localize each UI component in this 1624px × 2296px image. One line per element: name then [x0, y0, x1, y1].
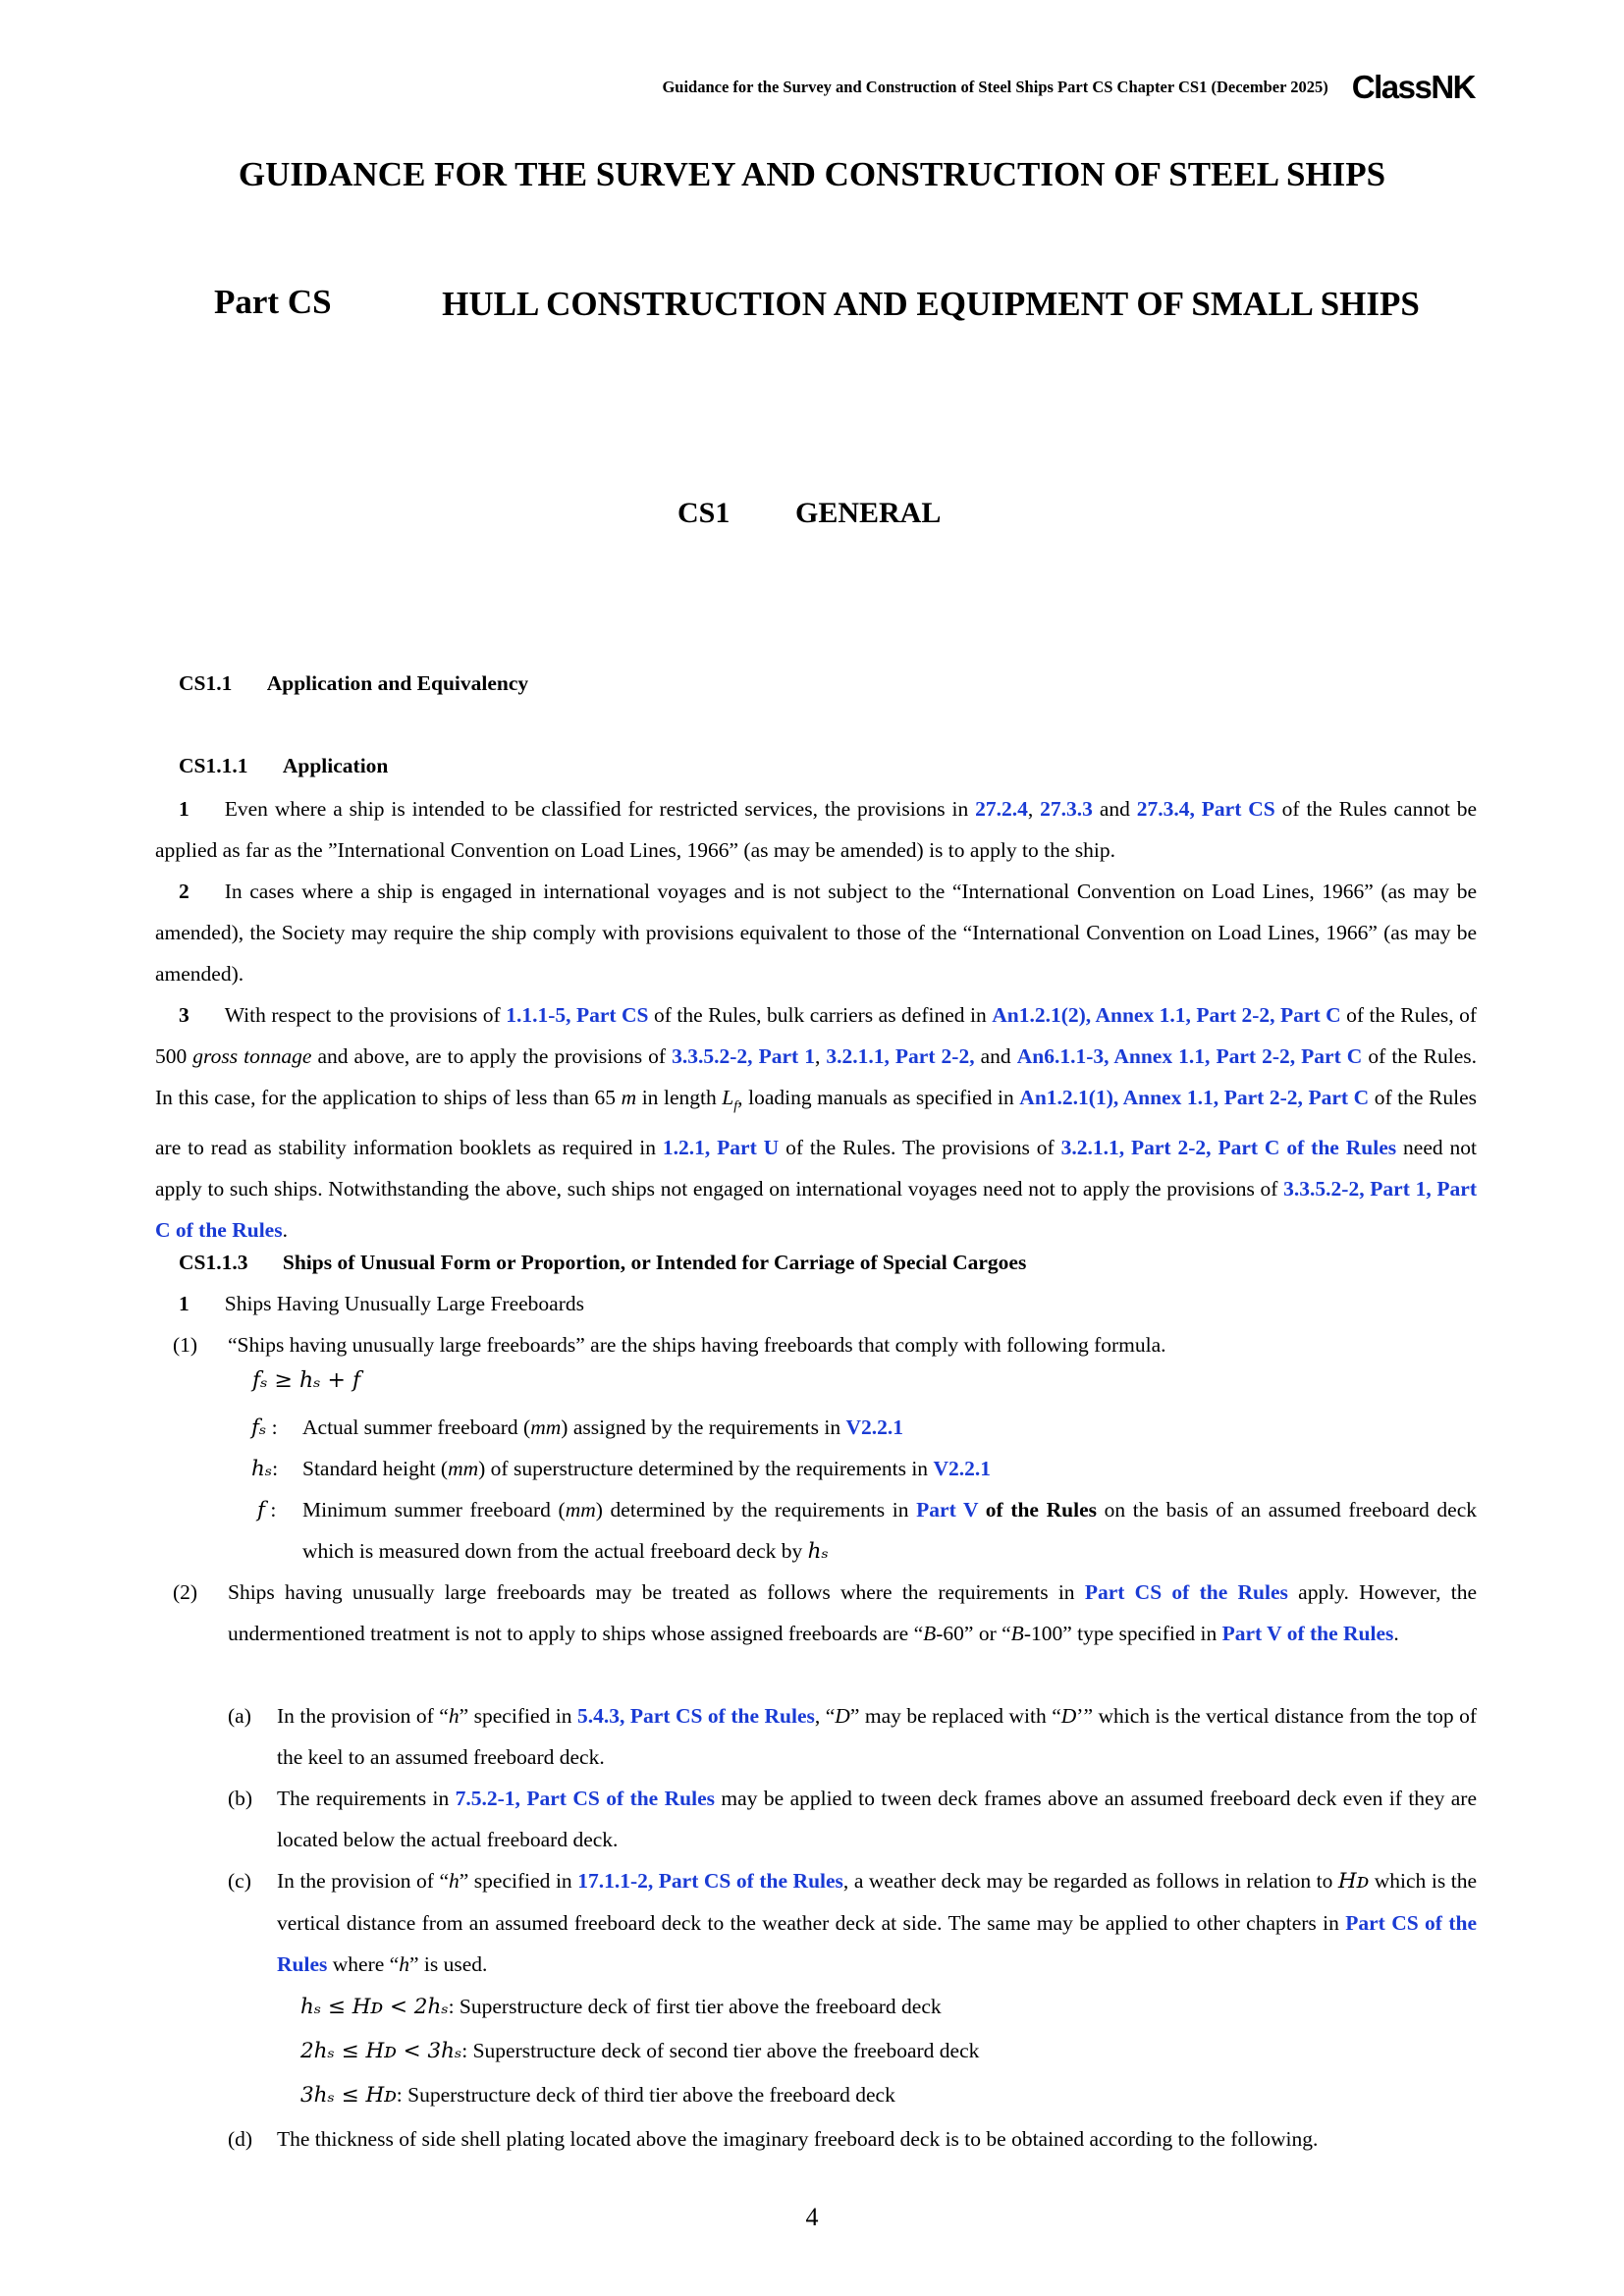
symbol: Hᴅ	[1337, 1869, 1370, 1894]
text: -100” type specified in	[1023, 1622, 1222, 1645]
text: of the Rules, of 500	[155, 1003, 1478, 1068]
colon: :	[272, 1457, 279, 1480]
subsection-title: Ships of Unusual Form or Proportion, or Intended for Carriage of Special Cargoes	[282, 1251, 1027, 1274]
chapter-title: GENERAL	[795, 497, 942, 529]
text: .	[1393, 1622, 1399, 1645]
text: of the Rules. The provisions of	[779, 1136, 1061, 1160]
text: L	[722, 1086, 734, 1109]
rule-link[interactable]: Part CS of the Rules	[1084, 1580, 1288, 1604]
text: In the provision of “	[277, 1704, 449, 1728]
tier-line	[300, 1986, 942, 2028]
item-letter: (d)	[228, 2127, 253, 2151]
rule-link[interactable]: Part V	[916, 1498, 979, 1522]
rule-link[interactable]: 1.2.1, Part U	[662, 1136, 780, 1160]
text: , loading manuals as specified in	[737, 1086, 1020, 1109]
text: of the Rules	[978, 1498, 1097, 1522]
text: gross tonnage	[192, 1044, 312, 1068]
item-number: (1)	[173, 1333, 198, 1357]
text: and	[1092, 797, 1137, 821]
text: ” specified in	[459, 1704, 577, 1728]
running-header	[662, 71, 1475, 103]
text: D	[835, 1704, 850, 1728]
text: ) assigned by the requirements in	[561, 1415, 846, 1439]
text: With respect to the provisions of	[224, 1003, 507, 1027]
text: and above, are to apply the provisions of	[311, 1044, 673, 1068]
def-hs	[302, 1448, 1477, 1489]
text: of the Rules cannot be applied as far as the ”International Convention on Load Lines, 1966” (as may be amended) is to apply to the ship.	[155, 797, 1478, 862]
text: Actual summer freeboard (	[302, 1415, 531, 1439]
rule-link[interactable]: 17.1.1-2, Part CS of the Rules	[577, 1869, 843, 1893]
text: : Superstructure deck of first tier above the freeboard deck	[448, 1995, 942, 2018]
tier-line	[300, 2074, 895, 2116]
tier-line	[300, 2030, 979, 2072]
rule-link[interactable]: 3.3.5.2-2, Part 1, Part C of the Rules	[155, 1177, 1477, 1243]
paragraph-2	[155, 871, 1477, 994]
rule-link[interactable]: 27.3.3	[1040, 797, 1093, 821]
rule-link[interactable]: Part V of the Rules	[1221, 1622, 1394, 1645]
subsection-heading	[179, 754, 388, 778]
section-title: Application and Equivalency	[266, 671, 529, 695]
subsection-number: CS1.1.3	[179, 1251, 248, 1274]
rule-link[interactable]: V2.2.1	[845, 1415, 903, 1439]
colon: :	[266, 1415, 278, 1439]
paragraph-1	[155, 788, 1477, 871]
page-number: 4	[805, 2203, 819, 2231]
text: which is the vertical distance from an assumed freeboard deck to the weather deck at side. The same may be applied to other chapters in	[277, 1869, 1477, 1935]
text: Minimum summer freeboard (	[302, 1498, 566, 1522]
text: , a weather deck may be regarded as follows in relation to	[842, 1869, 1338, 1893]
paragraph-3	[155, 994, 1477, 1251]
section-heading	[179, 671, 528, 696]
text: : Superstructure deck of third tier above the freeboard deck	[396, 2083, 895, 2107]
symbol: hₛ	[807, 1539, 829, 1564]
symbol: fₛ	[251, 1415, 267, 1440]
subsection-heading	[179, 1251, 1026, 1275]
text: ” specified in	[459, 1869, 578, 1893]
rule-link[interactable]: An1.2.1(2), Annex 1.1, Part 2-2, Part C	[992, 1003, 1341, 1027]
text: need not apply to such ships. Notwithstanding the above, such ships not engaged on international voyages need not to apply the provisions of	[155, 1136, 1477, 1201]
text: The requirements in	[277, 1787, 456, 1810]
text: , “	[814, 1704, 836, 1728]
text: h	[399, 1952, 409, 1976]
def-symbol	[251, 1407, 278, 1449]
item-2-text	[228, 1572, 1477, 1654]
text: of the Rules, bulk carriers as defined in	[648, 1003, 993, 1027]
text: In cases where a ship is engaged in international voyages and is not subject to the “International Convention on Load Lines, 1966” (as may be amended), the Society may require the ship comply with provisions equivalent to those of the “International Convention on Load Lines, 1966” (as may be amended).	[155, 880, 1477, 986]
document-title: GUIDANCE FOR THE SURVEY AND CONSTRUCTION OF STEEL SHIPS	[238, 155, 1386, 193]
text: B	[923, 1622, 937, 1645]
text: in length	[636, 1086, 723, 1109]
symbol: f	[257, 1498, 265, 1522]
text: ,	[814, 1044, 827, 1068]
def-fs	[302, 1407, 1477, 1448]
text: of the Rules are to read as stability information booklets as required in	[155, 1086, 1478, 1160]
text: of the Rules. In this case, for the application to ships of less than 65	[155, 1044, 1477, 1109]
rule-link[interactable]: 3.3.5.2-2, Part 1	[672, 1044, 815, 1068]
part-label: Part CS	[214, 283, 332, 321]
item-a-text	[277, 1695, 1477, 1778]
part-title: HULL CONSTRUCTION AND EQUIPMENT OF SMALL SHIPS	[442, 285, 1420, 323]
text: m	[621, 1086, 637, 1109]
text: on the basis of an assumed freeboard deck which is measured down from the actual freeboard deck by	[302, 1498, 1478, 1563]
text: ” is used.	[408, 1952, 488, 1976]
text: ,	[1027, 797, 1041, 821]
text: Ships Having Unusually Large Freeboards	[224, 1292, 584, 1315]
text: ) of superstructure determined by the requirements in	[478, 1457, 934, 1480]
text: D	[1060, 1704, 1077, 1728]
item-1-text: “Ships having unusually large freeboards” are the ships having freeboards that comply with following formula.	[228, 1333, 1166, 1357]
symbol: hₛ	[251, 1457, 273, 1481]
text: : Superstructure deck of second tier above the freeboard deck	[461, 2039, 980, 2062]
text: .	[282, 1218, 288, 1243]
inequality: 3hₛ ≤ Hᴅ	[300, 2083, 397, 2108]
rule-link[interactable]: 7.5.2-1, Part CS of the Rules	[455, 1787, 716, 1810]
para-number: 2	[179, 880, 189, 903]
para-number: 1	[179, 1292, 189, 1315]
unit: mm	[530, 1415, 562, 1439]
rule-link[interactable]: An6.1.1-3, Annex 1.1, Part 2-2, Part C	[1016, 1044, 1363, 1068]
unit: mm	[448, 1457, 479, 1480]
chapter-number: CS1	[677, 497, 731, 529]
section-number: CS1.1	[179, 671, 233, 695]
paragraph-1	[179, 1283, 1455, 1324]
header-text: Guidance for the Survey and Construction of Steel Ships Part CS Chapter CS1 (December 2025)	[662, 77, 1328, 96]
para-number: 1	[179, 797, 189, 821]
item-c-text	[277, 1860, 1477, 1985]
text: h	[448, 1704, 460, 1728]
text: h	[448, 1869, 460, 1893]
text: and	[974, 1044, 1017, 1068]
text: ’” which is the vertical distance from the top of the keel to an assumed freeboard deck.	[277, 1704, 1477, 1769]
def-f	[302, 1489, 1477, 1573]
rule-link[interactable]: 27.3.4, Part CS	[1136, 797, 1275, 821]
para-number: 3	[179, 1003, 189, 1027]
item-d-text: The thickness of side shell plating located above the imaginary freeboard deck is to be obtained according to the following.	[277, 2127, 1319, 2151]
unit: mm	[565, 1498, 596, 1522]
item-letter: (a)	[228, 1704, 251, 1728]
rule-link[interactable]: V2.2.1	[933, 1457, 991, 1480]
inequality: 2hₛ ≤ Hᴅ < 3hₛ	[300, 2039, 462, 2063]
rule-link[interactable]: 1.1.1-5, Part CS	[506, 1003, 649, 1027]
rule-link[interactable]: 3.2.1.1, Part 2-2, Part C of the Rules	[1060, 1136, 1397, 1160]
formula: fₛ ≥ hₛ + f	[252, 1368, 361, 1393]
classnk-logo: ClassNK	[1351, 69, 1475, 105]
def-symbol	[251, 1448, 278, 1490]
text: ” may be replaced with “	[849, 1704, 1061, 1728]
text: where “	[327, 1952, 400, 1976]
rule-link[interactable]: An1.2.1(1), Annex 1.1, Part 2-2, Part C	[1019, 1086, 1370, 1109]
rule-link[interactable]: Part CS of the Rules	[277, 1911, 1477, 1976]
item-letter: (c)	[228, 1869, 251, 1893]
rule-link[interactable]: 3.2.1.1, Part 2-2,	[826, 1044, 975, 1068]
text: -60” or “	[936, 1622, 1011, 1645]
text: apply. However, the undermentioned treatment is not to apply to ships whose assigned freeboards are “	[228, 1580, 1477, 1645]
text: Even where a ship is intended to be classified for restricted services, the provisions in	[224, 797, 976, 821]
item-letter: (b)	[228, 1787, 253, 1810]
item-number: (2)	[173, 1580, 198, 1604]
text: f	[733, 1098, 738, 1114]
def-symbol	[257, 1489, 276, 1531]
text: In the provision of “	[277, 1869, 449, 1893]
text: Standard height (	[302, 1457, 449, 1480]
text: Ships having unusually large freeboards may be treated as follows where the requirements in	[228, 1580, 1085, 1604]
subsection-title: Application	[282, 754, 389, 777]
item-b-text	[277, 1778, 1477, 1860]
text: may be applied to tween deck frames above an assumed freeboard deck even if they are located below the actual freeboard deck.	[277, 1787, 1477, 1851]
rule-link[interactable]: 27.2.4	[975, 797, 1028, 821]
colon: :	[264, 1498, 277, 1522]
text: B	[1010, 1622, 1024, 1645]
subsection-number: CS1.1.1	[179, 754, 248, 777]
text: ) determined by the requirements in	[595, 1498, 917, 1522]
inequality: hₛ ≤ Hᴅ < 2hₛ	[300, 1995, 449, 2019]
rule-link[interactable]: 5.4.3, Part CS of the Rules	[576, 1704, 815, 1728]
